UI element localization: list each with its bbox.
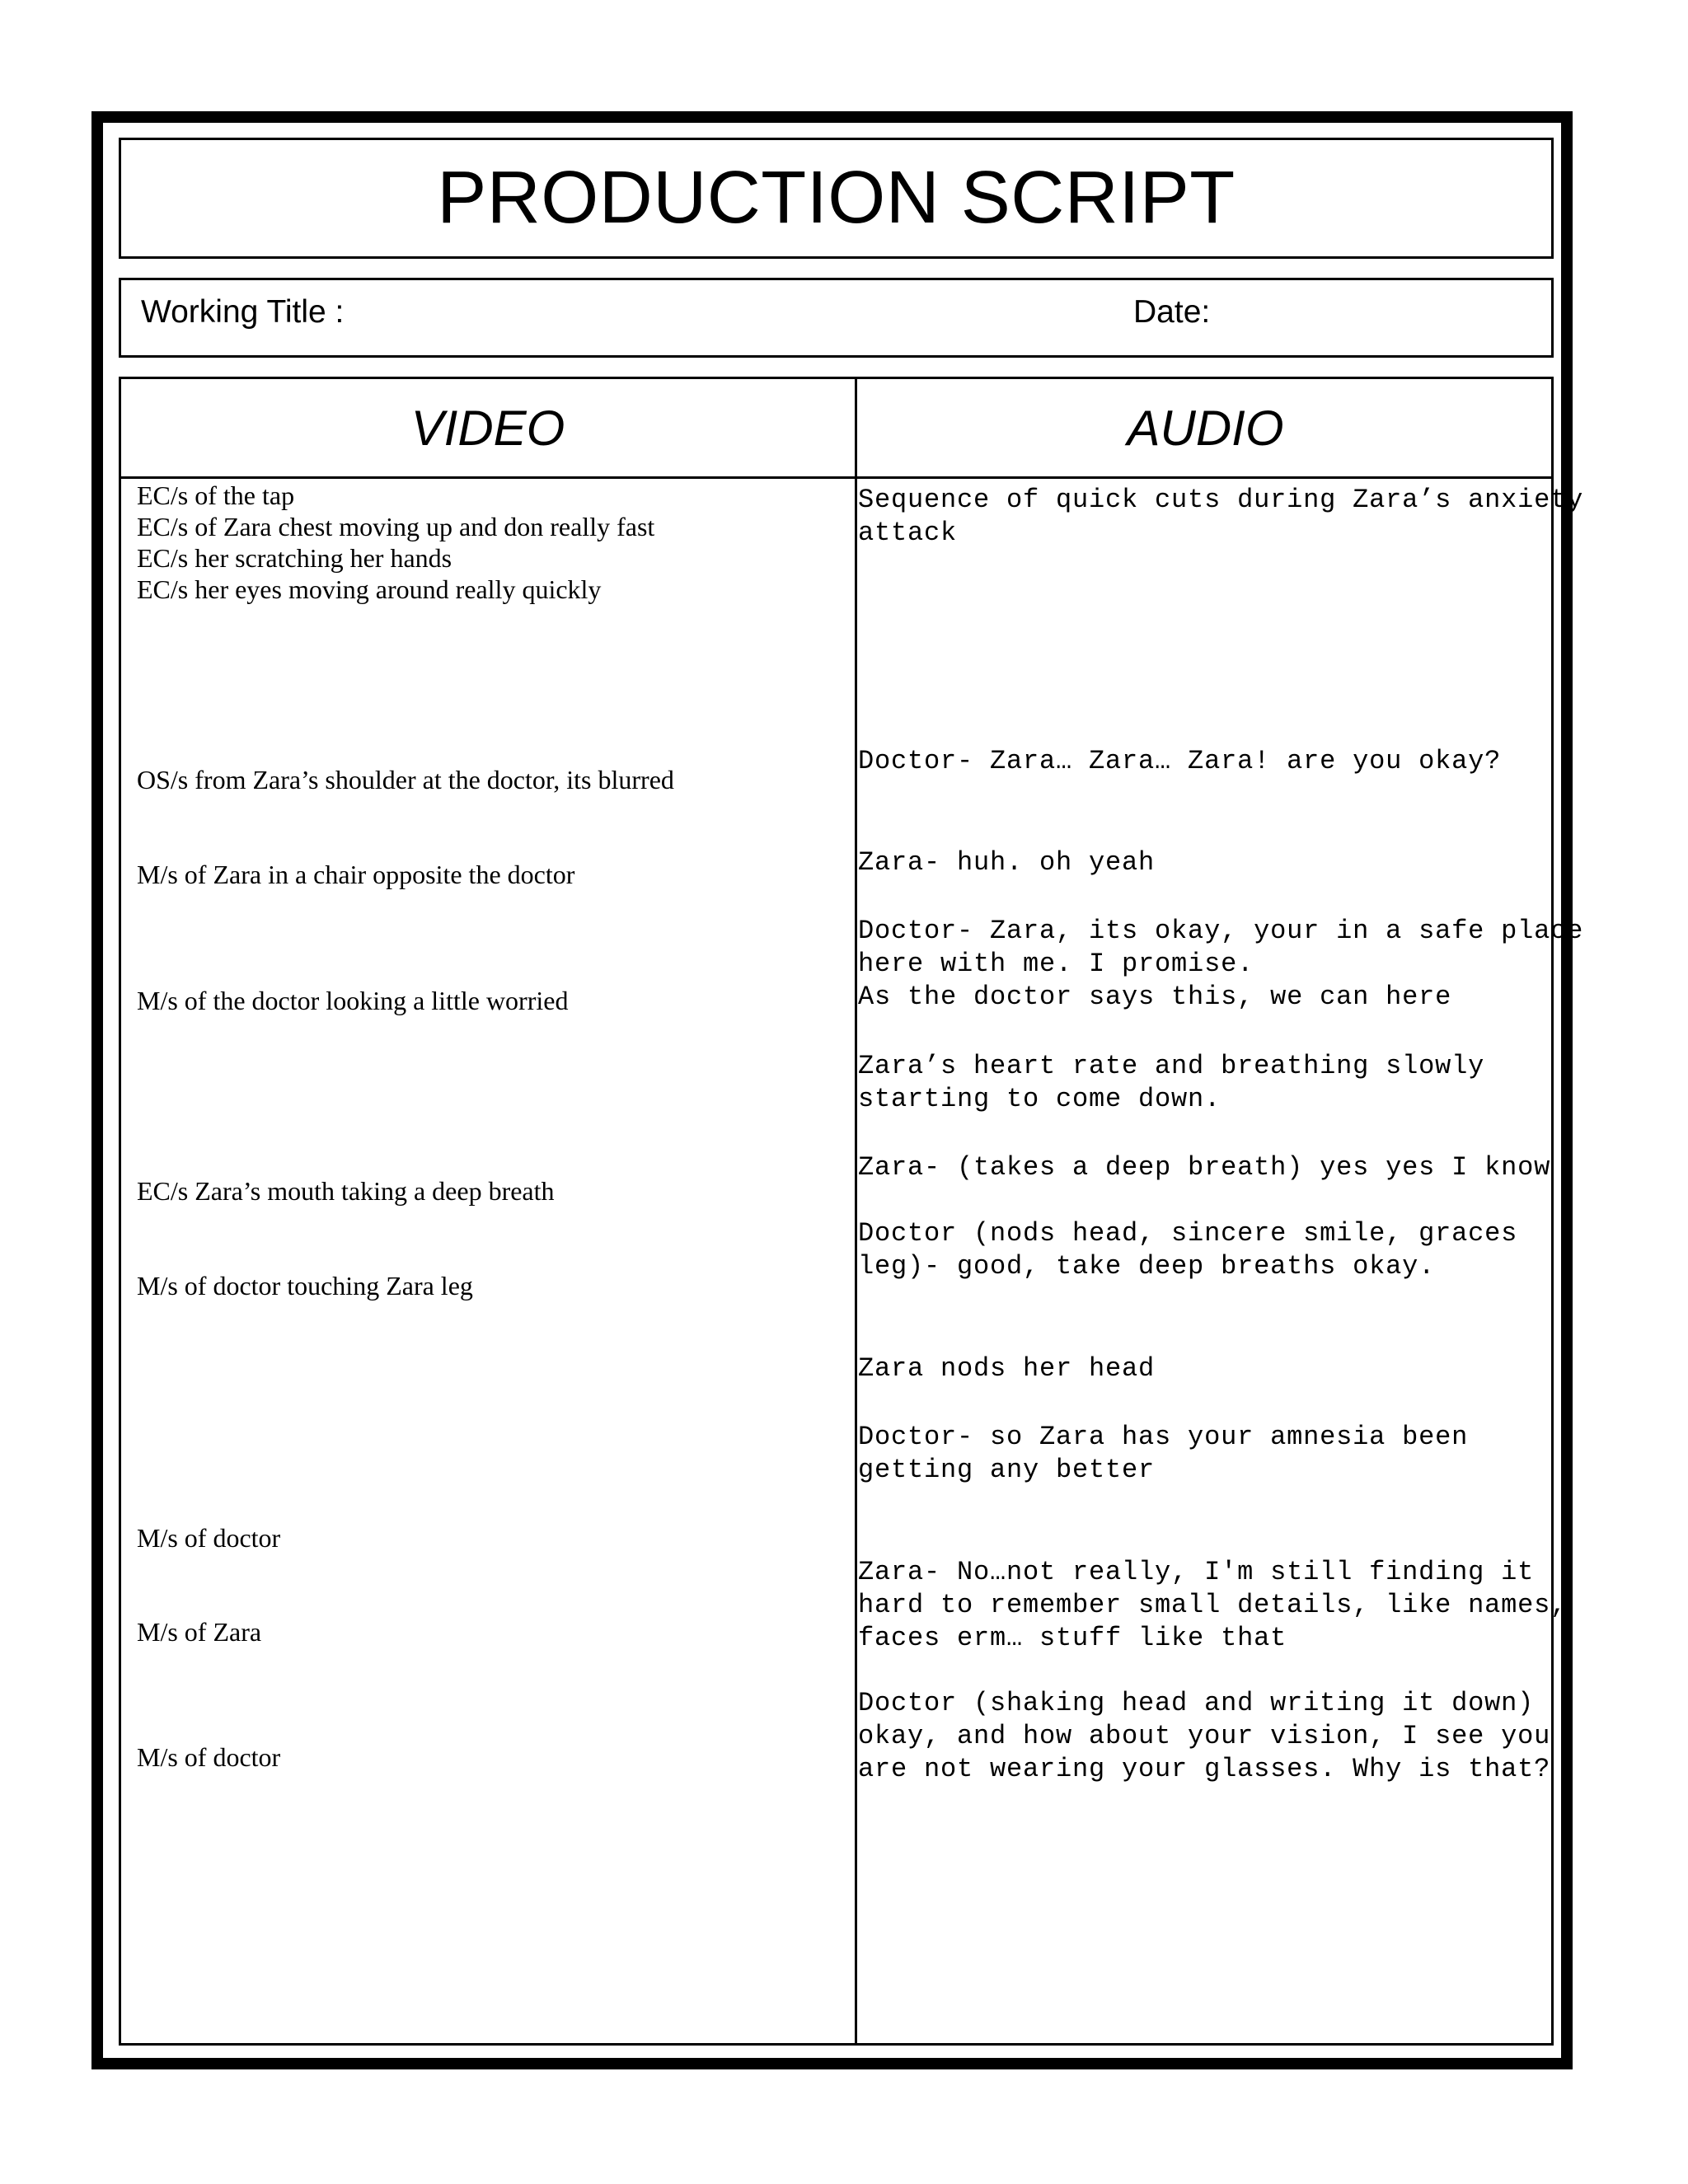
audio-line: Zara- huh. oh yeah — [858, 847, 1156, 878]
column-divider — [855, 379, 857, 2043]
audio-line: Doctor- so Zara has your amnesia been — [858, 1422, 1469, 1452]
video-line: EC/s her scratching her hands — [137, 543, 452, 573]
audio-line: faces erm… stuff like that — [858, 1623, 1287, 1653]
audio-column-header: AUDIO — [1127, 400, 1284, 456]
audio-line: Doctor- Zara, its okay, your in a safe place — [858, 916, 1584, 946]
video-line: M/s of doctor — [137, 1523, 281, 1553]
video-line: M/s of Zara — [137, 1617, 262, 1647]
date-label: Date: — [1133, 294, 1211, 330]
audio-line: attack — [858, 518, 958, 548]
script-table — [119, 377, 1584, 2046]
audio-line: starting to come down. — [858, 1084, 1221, 1114]
video-line: EC/s Zara’s mouth taking a deep breath — [137, 1176, 555, 1206]
audio-line: Sequence of quick cuts during Zara’s anxiety — [858, 485, 1584, 515]
audio-line: Doctor (nods head, sincere smile, graces — [858, 1218, 1518, 1249]
video-line: M/s of doctor — [137, 1742, 281, 1772]
audio-line: leg)- good, take deep breaths okay. — [858, 1251, 1436, 1282]
video-line: OS/s from Zara’s shoulder at the doctor, its blurred — [137, 765, 674, 794]
audio-line: As the doctor says this, we can here — [858, 982, 1452, 1012]
video-line: EC/s of Zara chest moving up and don really fast — [137, 512, 655, 541]
working-title-label: Working Title : — [141, 294, 345, 330]
video-line: M/s of doctor touching Zara leg — [137, 1271, 473, 1301]
audio-line: Doctor (shaking head and writing it down) — [858, 1688, 1535, 1718]
audio-line: okay, and how about your vision, I see you — [858, 1721, 1551, 1751]
meta-box — [119, 278, 1554, 358]
audio-line: Zara’s heart rate and breathing slowly — [858, 1051, 1485, 1081]
title-box — [119, 138, 1554, 259]
video-line: EC/s her eyes moving around really quickly — [137, 574, 602, 604]
audio-line: getting any better — [858, 1455, 1156, 1485]
audio-line: Zara nods her head — [858, 1353, 1156, 1384]
video-line: M/s of Zara in a chair opposite the doctor — [137, 860, 575, 889]
audio-line: are not wearing your glasses. Why is that? — [858, 1754, 1551, 1784]
video-column-header: VIDEO — [410, 400, 565, 456]
audio-line: hard to remember small details, like names, — [858, 1590, 1568, 1620]
header-divider — [121, 476, 1551, 479]
page-title: PRODUCTION SCRIPT — [437, 157, 1236, 239]
audio-line: here with me. I promise. — [858, 949, 1254, 979]
video-line: EC/s of the tap — [137, 480, 295, 510]
audio-line: Zara- No…not really, I'm still finding it — [858, 1557, 1535, 1587]
video-line: M/s of the doctor looking a little worried — [137, 986, 569, 1015]
audio-line: Doctor- Zara… Zara… Zara! are you okay? — [858, 746, 1502, 776]
audio-line: Zara- (takes a deep breath) yes yes I know — [858, 1152, 1551, 1183]
